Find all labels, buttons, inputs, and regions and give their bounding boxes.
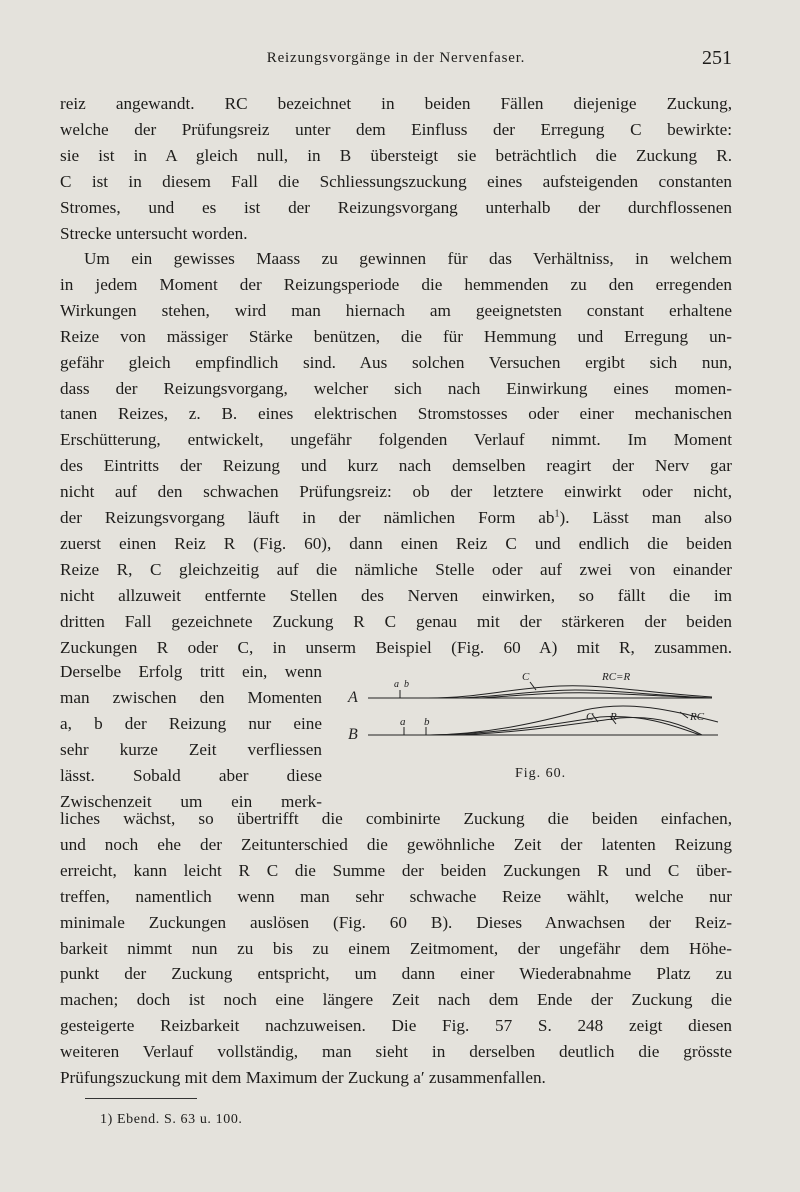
text-line: Reize von mässiger Stärke benützen, die für Hemmung und Erregung un- [60,326,732,346]
text-line: lässt. Sobald aber diese [60,765,322,785]
text-line: Stromes, und es ist der Reizungsvorgang unterhalb der durchflossenen [60,197,732,217]
label-r-bottom: R [610,711,617,723]
label-A: A [348,689,358,706]
text-line: Strecke untersucht worden. [60,223,248,243]
footnote [100,1112,243,1128]
text-line: machen; doch ist noch eine längere Zeit nach dem Ende der Zuckung die [60,990,732,1010]
text-line: Prüfungszuckung mit dem Maximum der Zuckung a′ zusammenfallen. [60,1068,546,1088]
text-line: Reize R, C gleichzeitig auf die nämliche Stelle oder auf zwei von einander [60,559,732,579]
text-line: zuerst einen Reiz R (Fig. 60), dann einen Reiz C und endlich die beiden [60,533,732,553]
text-line: des Eintritts der Reizung und kurz nach demselben reagirt der Nerv gar [60,456,732,476]
text-line: weiteren Verlauf vollständig, man sieht in derselben deutlich die grösste [60,1042,732,1062]
label-rc-bottom: RC [690,711,705,723]
text-line: Zuckungen R oder C, in unserm Beispiel (Fig. 60 A) mit R, zusammen. [60,637,732,657]
text-line: Derselbe Erfolg tritt ein, wenn [60,662,322,681]
paragraph-2 [60,246,732,661]
wrapped-text [60,659,322,814]
page-number: 251 [702,47,732,69]
text-line: reiz angewandt. RC bezeichnet in beiden Fällen diejenige Zuckung, [60,94,732,113]
text-line: a, b der Reizung nur eine [60,713,322,733]
label-b-top: b [404,679,409,690]
text-line: Erschütterung, entwickelt, ungefähr folgenden Verlauf nimmt. Im Moment [60,430,732,450]
text-line: nicht auf den schwachen Prüfungsreiz: ob der letztere einwirkt oder nicht, [60,482,732,502]
footnote-ref: 1 [554,508,560,520]
label-c-bottom: C [586,711,594,723]
text-line: Um ein gewisses Maass zu gewinnen für das Verhältniss, in welchem [84,249,732,268]
text-line: dritten Fall gezeichnete Zuckung R C genau mit der stärkeren der beiden [60,611,732,631]
text-line: erreicht, kann leicht R C die Summe der beiden Zuckungen R und C über- [60,860,732,880]
label-a-top: a [394,679,399,690]
text-line: Wirkungen stehen, wird man hiernach am geeignetsten constant erhaltene [60,300,732,320]
text-line: treffen, namentlich wenn man sehr schwache Reize wählt, welche nur [60,886,732,906]
text-line: und noch ehe der Zeitunterschied die gewöhnliche Zeit der latenten Reizung [60,834,732,854]
text-line-with-footnote [60,505,732,531]
running-title: Reizungsvorgänge in der Nervenfaser. [266,50,526,66]
text-line: sehr kurze Zeit verfliessen [60,739,322,759]
footnote-text: Ebend. S. 63 u. 100. [116,1112,243,1127]
figure-caption: Fig. 60. [515,766,567,781]
text-line: punkt der Zuckung entspricht, um dann einer Wiederabnahme Platz zu [60,964,732,984]
text-line: liches wächst, so übertrifft die combinirte Zuckung die beiden einfachen, [60,809,732,828]
text-line: gesteigerte Reizbarkeit nachzuweisen. Die Fig. 57 S. 248 zeigt diesen [60,1016,732,1036]
text-fragment: ). Lässt man also [559,508,732,528]
text-fragment: der Reizungsvorgang läuft in der nämlichen Form ab [60,508,555,528]
footnote-marker: 1) [100,1112,113,1127]
label-B: B [348,726,358,743]
text-line: in jedem Moment der Reizungsperiode die hemmenden zu den erregenden [60,274,732,294]
text-line: C ist in diesem Fall die Schliessungszuckung eines aufsteigenden constanten [60,171,732,191]
paragraph-1 [60,91,732,246]
text-line: welche der Prüfungsreiz unter dem Einfluss der Erregung C bewirkte: [60,119,732,139]
curve-b-rc [430,706,718,735]
figure-60 [340,662,732,792]
label-b-bottom: b [424,716,430,728]
text-line: minimale Zuckungen auslösen (Fig. 60 B). Dieses Anwachsen der Reiz- [60,912,732,932]
text-line: sie ist in A gleich null, in B übersteigt sie beträchtlich die Zuckung R. [60,145,732,165]
page-header [60,44,732,78]
text-line: barkeit nimmt nun zu bis zu einem Zeitmoment, der ungefähr dem Höhe- [60,938,732,958]
text-line: dass der Reizungsvorgang, welcher sich nach Einwirkung eines momen- [60,378,732,398]
text-line: tanen Reizes, z. B. eines elektrischen Stromstosses oder einer mechanischen [60,404,732,424]
text-line: nicht allzuweit entfernte Stellen des Nerven einwirken, so fällt die im [60,585,732,605]
twitch-curves-diagram [340,662,732,767]
label-c-top: C [522,671,530,683]
pointer-line [530,682,536,690]
paragraph-3 [60,806,732,1091]
label-a-bottom: a [400,716,406,728]
text-line: Zwischenzeit um ein merk- [60,791,322,811]
label-rc-eq-r: RC=R [602,671,631,683]
footnote-divider [85,1098,197,1099]
text-line: man zwischen den Momenten [60,687,322,707]
text-line: gefähr gleich empfindlich sind. Aus solchen Versuchen ergibt sich nun, [60,352,732,372]
